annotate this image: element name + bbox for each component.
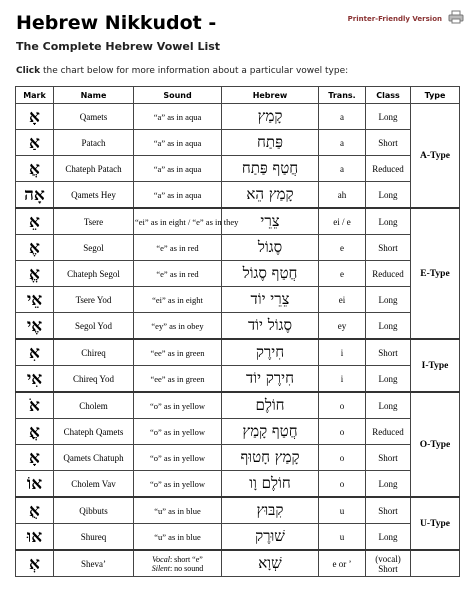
table-header-row — [16, 87, 460, 104]
vowel-transliteration: u — [319, 497, 366, 524]
intro-click-word: Click — [16, 66, 41, 76]
vowel-type-group[interactable]: A-Type — [411, 104, 460, 209]
table-row[interactable] — [16, 313, 460, 340]
table-row[interactable] — [16, 130, 460, 156]
table-row[interactable] — [16, 445, 460, 471]
vowel-name: Qamets — [54, 104, 134, 130]
table-row[interactable] — [16, 156, 460, 182]
vowel-name: Chateph Qamets — [54, 419, 134, 445]
vowel-transliteration: ey — [319, 313, 366, 340]
vowel-class: Short — [366, 130, 411, 156]
vowel-class: Long — [366, 471, 411, 498]
table-row[interactable] — [16, 550, 460, 577]
vowel-hebrew-name: שׁוּרֶק — [222, 524, 319, 551]
vowel-hebrew-name: חִירֶק — [222, 339, 319, 366]
table-row[interactable] — [16, 524, 460, 551]
vowel-transliteration: o — [319, 392, 366, 419]
vowel-name: Cholem Vav — [54, 471, 134, 498]
vowel-name: Sheva’ — [54, 550, 134, 577]
vowel-sound: “e” as in red — [134, 261, 222, 287]
col-header-class: Class — [366, 87, 411, 104]
sound-vocal-label: Vocal — [152, 554, 170, 564]
vowel-name: Tsere — [54, 208, 134, 235]
vowel-class — [366, 550, 411, 577]
vowel-transliteration: u — [319, 524, 366, 551]
vowel-mark: אֵ — [16, 208, 54, 235]
vowel-class: Short — [366, 497, 411, 524]
table-row[interactable] — [16, 366, 460, 393]
vowel-class: Short — [366, 339, 411, 366]
vowel-hebrew-name: פַּתַח — [222, 130, 319, 156]
vowel-name: Cholem — [54, 392, 134, 419]
table-row[interactable] — [16, 392, 460, 419]
vowel-mark: אְ — [16, 550, 54, 577]
sound-silent-label: Silent — [151, 563, 170, 573]
vowel-sound: “o” as in yellow — [134, 419, 222, 445]
vowel-transliteration: ah — [319, 182, 366, 209]
vowel-mark: אֹ — [16, 392, 54, 419]
vowel-transliteration: ei / e — [319, 208, 366, 235]
vowel-name: Chateph Patach — [54, 156, 134, 182]
vowel-name: Segol — [54, 235, 134, 261]
table-row[interactable] — [16, 419, 460, 445]
vowel-sound: “o” as in yellow — [134, 392, 222, 419]
vowel-transliteration: o — [319, 419, 366, 445]
vowel-sound: “u” as in blue — [134, 497, 222, 524]
col-header-mark: Mark — [16, 87, 54, 104]
vowel-type-group[interactable] — [411, 550, 460, 577]
vowel-hebrew-name: חִירֶק יוֹד — [222, 366, 319, 393]
vowel-type-group[interactable]: U-Type — [411, 497, 460, 550]
vowel-class: Long — [366, 104, 411, 130]
table-row[interactable] — [16, 497, 460, 524]
vowel-hebrew-name: קָמַץ חָטוּף — [222, 445, 319, 471]
vowel-class: Long — [366, 366, 411, 393]
vowel-name: Patach — [54, 130, 134, 156]
vowel-class: Reduced — [366, 419, 411, 445]
intro-text — [16, 66, 348, 76]
vowel-transliteration: a — [319, 104, 366, 130]
vowel-mark: אֶי — [16, 313, 54, 340]
vowel-sound: “ei” as in eight — [134, 287, 222, 313]
vowel-hebrew-name: קָמַץ — [222, 104, 319, 130]
vowel-hebrew-name: חֲטַף קָמַץ — [222, 419, 319, 445]
printer-friendly-link[interactable]: Printer-Friendly Version — [347, 15, 442, 23]
vowel-transliteration: e — [319, 261, 366, 287]
vowel-mark: אֶ — [16, 235, 54, 261]
vowel-transliteration: a — [319, 156, 366, 182]
vowel-name: Qibbuts — [54, 497, 134, 524]
vowel-name: Shureq — [54, 524, 134, 551]
vowel-name: Chireq — [54, 339, 134, 366]
vowel-sound: “ei” as in eight / “e” as in they — [134, 208, 222, 235]
vowel-mark: אַ — [16, 130, 54, 156]
vowel-name: Chateph Segol — [54, 261, 134, 287]
printer-icon[interactable] — [448, 10, 464, 24]
vowel-hebrew-name: חוֹלֶם — [222, 392, 319, 419]
vowel-class: Long — [366, 287, 411, 313]
table-row[interactable] — [16, 287, 460, 313]
vowel-class: Short — [366, 445, 411, 471]
sound-silent: : no sound — [169, 563, 204, 573]
vowel-name: Tsere Yod — [54, 287, 134, 313]
vowel-mark: אֳ — [16, 419, 54, 445]
vowel-mark: אֲ — [16, 156, 54, 182]
vowel-transliteration: o — [319, 445, 366, 471]
table-row[interactable] — [16, 104, 460, 130]
page-subtitle: The Complete Hebrew Vowel List — [16, 40, 221, 53]
vowel-class: Reduced — [366, 156, 411, 182]
vowel-sound: “a” as in aqua — [134, 130, 222, 156]
vowel-class: Long — [366, 182, 411, 209]
vowel-type-group[interactable]: E-Type — [411, 208, 460, 339]
vowel-name: Chireq Yod — [54, 366, 134, 393]
vowel-sound: “u” as in blue — [134, 524, 222, 551]
vowel-hebrew-name: קָמַץ הֵא — [222, 182, 319, 209]
vowel-mark: אָה — [16, 182, 54, 209]
vowel-sound: “a” as in aqua — [134, 156, 222, 182]
table-row[interactable] — [16, 235, 460, 261]
vowel-sound — [134, 550, 222, 577]
vowel-class: Long — [366, 392, 411, 419]
vowel-sound: “ee” as in green — [134, 366, 222, 393]
vowel-hebrew-name: צֵרֵי — [222, 208, 319, 235]
page-title: Hebrew Nikkudot - — [16, 12, 217, 34]
col-header-hebrew: Hebrew — [222, 87, 319, 104]
vowel-hebrew-name: חֲטַף סֶגוֹל — [222, 261, 319, 287]
vowel-table[interactable] — [15, 86, 460, 577]
vowel-name: Qamets Chatuph — [54, 445, 134, 471]
vowel-hebrew-name: שְׁוָא — [222, 550, 319, 577]
vowel-transliteration: i — [319, 339, 366, 366]
vowel-sound: “o” as in yellow — [134, 445, 222, 471]
vowel-class: Long — [366, 313, 411, 340]
vowel-hebrew-name: חֲטַף פַּתַח — [222, 156, 319, 182]
table-row[interactable] — [16, 182, 460, 209]
vowel-type-group[interactable]: I-Type — [411, 339, 460, 392]
vowel-hebrew-name: סֶגוֹל — [222, 235, 319, 261]
vowel-mark: אִי — [16, 366, 54, 393]
col-header-type: Type — [411, 87, 460, 104]
vowel-hebrew-name: סֶגוֹל יוֹד — [222, 313, 319, 340]
vowel-type-group[interactable]: O-Type — [411, 392, 460, 497]
vowel-mark: אוּ — [16, 524, 54, 551]
vowel-class: Short — [366, 235, 411, 261]
vowel-class: Long — [366, 208, 411, 235]
col-header-name: Name — [54, 87, 134, 104]
table-row[interactable] — [16, 339, 460, 366]
vowel-sound: “a” as in aqua — [134, 182, 222, 209]
vowel-mark: אוֹ — [16, 471, 54, 498]
vowel-mark: אָ — [16, 445, 54, 471]
vowel-sound: “ey” as in obey — [134, 313, 222, 340]
vowel-mark: אָ — [16, 104, 54, 130]
vowel-sound: “o” as in yellow — [134, 471, 222, 498]
vowel-hebrew-name: חוֹלֶם וָו — [222, 471, 319, 498]
table-row[interactable] — [16, 208, 460, 235]
vowel-transliteration: e — [319, 235, 366, 261]
sound-vocal: : short “e” — [169, 554, 203, 564]
vowel-hebrew-name: צֵרֵי יוֹד — [222, 287, 319, 313]
table-row[interactable] — [16, 261, 460, 287]
vowel-mark: אֱ — [16, 261, 54, 287]
vowel-sound: “a” as in aqua — [134, 104, 222, 130]
vowel-name: Segol Yod — [54, 313, 134, 340]
vowel-name: Qamets Hey — [54, 182, 134, 209]
vowel-class: Reduced — [366, 261, 411, 287]
vowel-transliteration: a — [319, 130, 366, 156]
vowel-sound: “e” as in red — [134, 235, 222, 261]
vowel-transliteration: i — [319, 366, 366, 393]
vowel-transliteration: e or ’ — [319, 550, 366, 577]
vowel-transliteration: o — [319, 471, 366, 498]
intro-rest: the chart below for more information about a particular vowel type: — [40, 66, 349, 76]
col-header-trans: Trans. — [319, 87, 366, 104]
vowel-hebrew-name: קִבּוּץ — [222, 497, 319, 524]
class-line-2: Short — [378, 563, 398, 574]
table-row[interactable] — [16, 471, 460, 498]
vowel-transliteration: ei — [319, 287, 366, 313]
vowel-mark: אֻ — [16, 497, 54, 524]
vowel-class: Long — [366, 524, 411, 551]
vowel-mark: אֵי — [16, 287, 54, 313]
vowel-mark: אִ — [16, 339, 54, 366]
class-line-1: (vocal) — [375, 553, 401, 564]
vowel-sound: “ee” as in green — [134, 339, 222, 366]
col-header-sound: Sound — [134, 87, 222, 104]
